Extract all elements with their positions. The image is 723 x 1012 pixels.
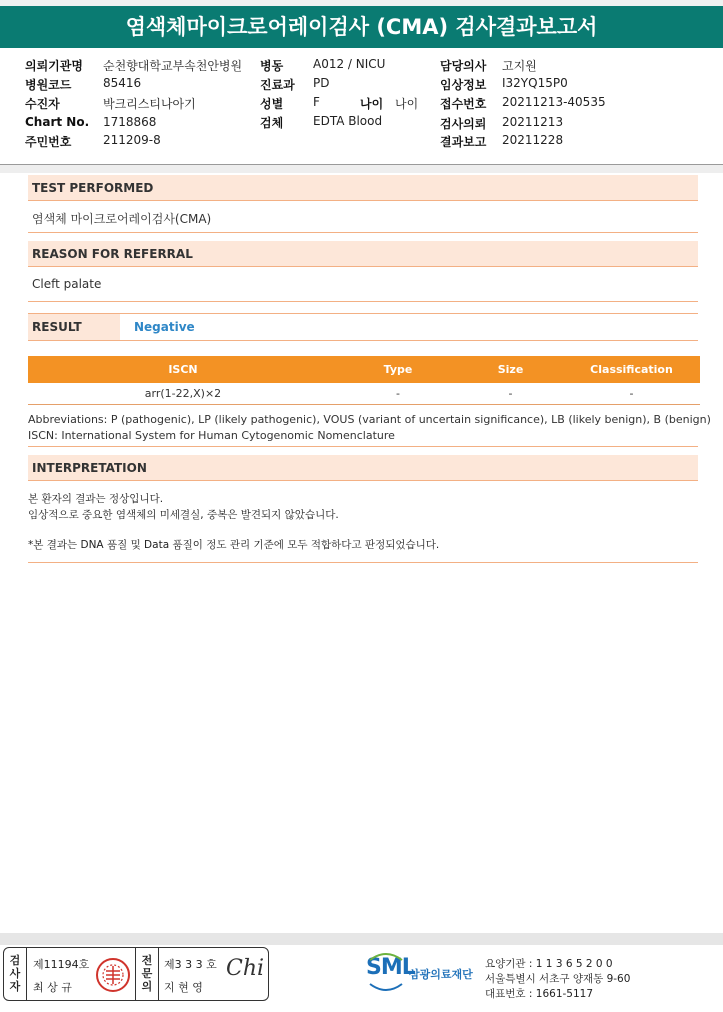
divider bbox=[28, 562, 698, 563]
sml-logo: SML bbox=[366, 955, 415, 980]
org-name: 삼광의료재단 bbox=[409, 968, 473, 981]
value-receipt-no: 20211213-40535 bbox=[502, 95, 606, 109]
label-ward: 병동 bbox=[260, 59, 284, 73]
institution-code: 요양기관 : 1 1 3 6 5 2 0 0 bbox=[485, 958, 613, 970]
label-age: 나이 bbox=[360, 97, 384, 111]
value-requesting-institution: 순천향대학교부속천안병원 bbox=[103, 59, 243, 73]
value-specimen: EDTA Blood bbox=[313, 114, 383, 128]
inspector-name: 최 상 규 bbox=[33, 981, 72, 994]
section-heading-reason: REASON FOR REFERRAL bbox=[28, 241, 698, 267]
seal-icon bbox=[94, 956, 132, 994]
label-doctor: 담당의사 bbox=[440, 59, 487, 73]
label-request-date: 검사의뢰 bbox=[440, 117, 487, 131]
label-hospital-code: 병원코드 bbox=[25, 78, 72, 92]
result-row bbox=[28, 313, 698, 341]
value-ward: A012 / NICU bbox=[313, 57, 386, 71]
interpretation-line-1: 본 환자의 결과는 정상입니다. bbox=[28, 493, 164, 505]
divider bbox=[28, 232, 698, 233]
cell-type: - bbox=[396, 387, 400, 400]
col-header-iscn: ISCN bbox=[168, 363, 198, 376]
inspector-license-no: 제11194호 bbox=[33, 958, 90, 971]
inspector-label bbox=[7, 954, 23, 993]
iscn-note: ISCN: International System for Human Cytogenomic Nomenclature bbox=[28, 429, 395, 442]
section-heading-test-performed: TEST PERFORMED bbox=[28, 175, 698, 201]
result-label: RESULT bbox=[28, 314, 120, 340]
signature: Chi bbox=[226, 956, 265, 981]
cell-iscn: arr(1-22,X)×2 bbox=[144, 387, 222, 400]
report-title: 염색체마이크로어레이검사 (CMA) 검사결과보고서 bbox=[0, 6, 723, 48]
label-chart-no: Chart No. bbox=[25, 115, 90, 129]
divider bbox=[28, 301, 698, 302]
cell-classification: - bbox=[629, 387, 634, 400]
divider bbox=[28, 446, 698, 447]
cell-size: - bbox=[508, 387, 513, 400]
label-specimen: 검체 bbox=[260, 116, 284, 130]
table-row bbox=[28, 384, 700, 405]
label-sex: 성별 bbox=[260, 97, 284, 111]
specialist-label bbox=[139, 954, 155, 993]
signature-box bbox=[3, 947, 269, 1001]
specialist-label-text: 전문의 bbox=[141, 954, 153, 993]
separator-band bbox=[0, 165, 723, 173]
value-chart-no: 1718868 bbox=[103, 115, 157, 129]
value-doctor: 고지원 bbox=[502, 59, 537, 73]
label-receipt-no: 접수번호 bbox=[440, 97, 487, 111]
value-request-date: 20211213 bbox=[502, 115, 564, 129]
phone: 대표번호 : 1661-5117 bbox=[485, 988, 594, 1000]
label-clinical-info: 임상정보 bbox=[440, 78, 487, 92]
section-heading-interpretation: INTERPRETATION bbox=[28, 455, 698, 481]
label-requesting-institution: 의뢰기관명 bbox=[25, 59, 83, 73]
result-value: Negative bbox=[134, 320, 195, 334]
interpretation-line-2: 임상적으로 중요한 염색체의 미세결실, 중복은 발견되지 않았습니다. bbox=[28, 509, 339, 521]
value-clinical-info: I32YQ15P0 bbox=[502, 76, 568, 90]
value-report-date: 20211228 bbox=[502, 133, 564, 147]
value-hospital-code: 85416 bbox=[103, 76, 142, 90]
divider bbox=[158, 948, 159, 1000]
divider bbox=[135, 948, 136, 1000]
specialist-name: 지 현 영 bbox=[164, 981, 203, 994]
col-header-classification: Classification bbox=[590, 363, 673, 376]
address: 서울특별시 서초구 양재동 9-60 bbox=[485, 973, 631, 985]
label-report-date: 결과보고 bbox=[440, 135, 487, 149]
value-sex: F bbox=[313, 95, 320, 109]
footer-band bbox=[0, 933, 723, 945]
logo-swoosh-icon bbox=[366, 950, 406, 992]
test-performed-text: 염색체 마이크로어레이검사(CMA) bbox=[32, 212, 212, 226]
label-resident-no: 주민번호 bbox=[25, 135, 72, 149]
results-table-header bbox=[28, 356, 700, 383]
label-department: 진료과 bbox=[260, 78, 295, 92]
reason-text: Cleft palate bbox=[32, 277, 102, 291]
patient-info-header bbox=[0, 48, 723, 165]
specialist-license-no: 제3 3 3 호 bbox=[164, 958, 217, 971]
value-department: PD bbox=[313, 76, 330, 90]
inspector-label-text: 검사자 bbox=[9, 954, 21, 993]
col-header-size: Size bbox=[497, 363, 524, 376]
divider bbox=[26, 948, 27, 1000]
abbreviations-text: Abbreviations: P (pathogenic), LP (likely pathogenic), VOUS (variant of uncertain significance), LB (likely benign), B (benign) bbox=[28, 413, 711, 426]
value-resident-no: 211209-8 bbox=[103, 133, 161, 147]
col-header-type: Type bbox=[383, 363, 413, 376]
quality-note: *본 결과는 DNA 품질 및 Data 품질이 정도 관리 기준에 모두 적합하다고 판정되었습니다. bbox=[28, 539, 440, 551]
value-patient: 박크리스티나아기 bbox=[103, 97, 196, 111]
label-patient: 수진자 bbox=[25, 97, 60, 111]
value-age: 나이 bbox=[395, 97, 419, 111]
